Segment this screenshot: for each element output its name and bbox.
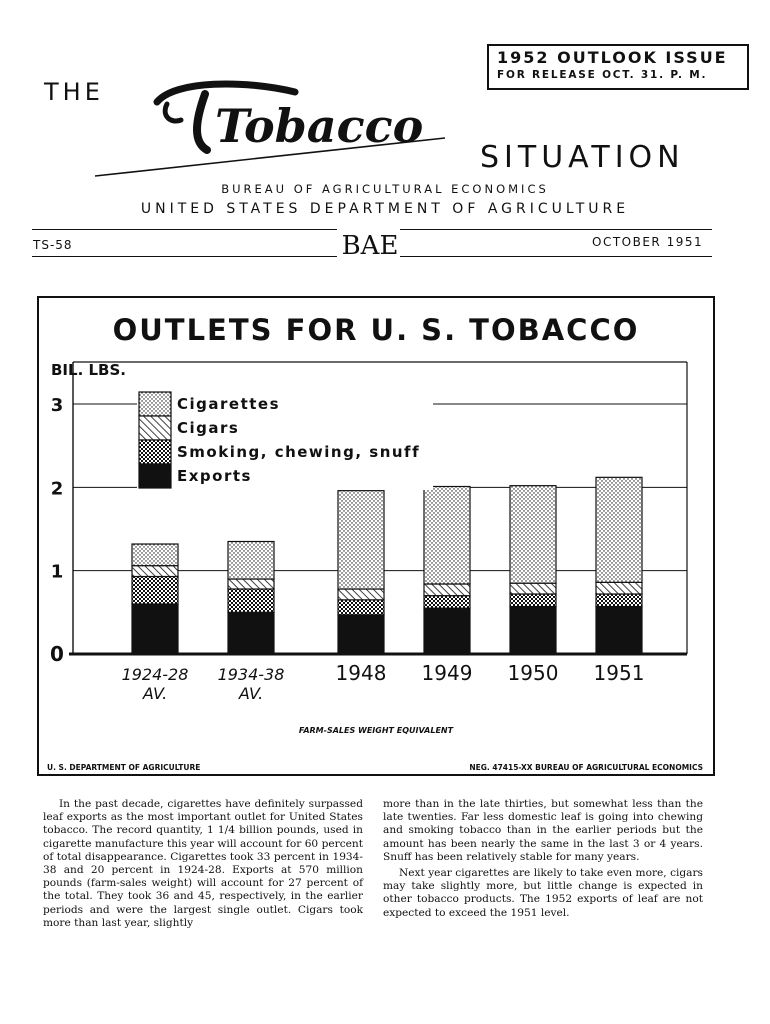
bar-segment: [424, 596, 470, 609]
chart-footer-right: NEG. 47415-XX BUREAU OF AGRICULTURAL ECONOMICS: [469, 763, 703, 772]
tobacco-script-logo: [95, 72, 455, 182]
legend-label: Cigarettes: [177, 395, 281, 413]
x-tick-label: 1951: [593, 661, 645, 685]
legend-swatch: [139, 464, 171, 488]
bae-emblem: [342, 226, 398, 260]
bar-segment: [596, 582, 642, 594]
bar-segment: [338, 615, 384, 654]
logo-text: Tobacco: [215, 99, 424, 153]
bureau-name: BUREAU OF AGRICULTURAL ECONOMICS: [221, 182, 549, 196]
body-paragraph: Next year cigarettes are likely to take even more, cigars may take slightly more, but little change is expected in other tobacco products. The 1952 exports of leaf are not expected to exceed the 1951 level.: [383, 867, 703, 919]
body-column-right: [383, 798, 703, 920]
bar-segment: [228, 589, 274, 612]
bar-segment: [132, 544, 178, 566]
masthead-rule: [400, 229, 712, 230]
y-tick-label: 2: [50, 478, 64, 500]
legend: [137, 390, 433, 490]
bar-segment: [596, 594, 642, 607]
bar-segment: [338, 600, 384, 615]
legend-label: Exports: [177, 467, 252, 485]
x-tick-label: AV.: [238, 684, 264, 703]
bar-segment: [228, 612, 274, 654]
masthead-rule: [400, 256, 712, 257]
bar-segment: [424, 584, 470, 596]
bar-segment: [132, 577, 178, 605]
bar-segment: [424, 487, 470, 585]
bar-segment: [228, 579, 274, 589]
x-tick-label: 1949: [421, 661, 473, 685]
department-name: UNITED STATES DEPARTMENT OF AGRICULTURE: [140, 201, 630, 217]
bar-segment: [338, 491, 384, 589]
x-tick-label: 1948: [335, 661, 387, 685]
bar-segment: [510, 594, 556, 607]
outlook-issue-label: 1952 OUTLOOK ISSUE: [497, 48, 728, 67]
legend-label: Cigars: [177, 419, 240, 437]
masthead-situation: SITUATION: [480, 140, 685, 175]
legend-swatch: [139, 416, 171, 440]
bar-segment: [596, 607, 642, 655]
legend-label: Smoking, chewing, snuff: [177, 443, 421, 461]
x-tick-label: 1924-28: [121, 665, 189, 684]
bar-segment: [424, 608, 470, 654]
masthead-rule: [32, 256, 337, 257]
bar-segment: [132, 604, 178, 654]
bar-segment: [228, 542, 274, 580]
x-tick-label: 1950: [507, 661, 559, 685]
legend-swatch: [139, 440, 171, 464]
body-paragraph: In the past decade, cigarettes have definitely surpassed leaf exports as the most important outlet for United States tobacco. The record quantity, 1 1/4 billion pounds, used in cigarette manufacture this year will account for 60 percent of total disappearance. Cigarettes took 33 percent in 1934-38 and 20 percent in 1924-28. Exports at 570 million pounds (farm-sales weight) will account for 27 percent of the total. They took 36 and 45, respectively, in the earlier periods and were the largest single outlet. Cigars took more than last year, slightly: [43, 798, 363, 929]
x-tick-label: AV.: [142, 684, 168, 703]
release-date-label: FOR RELEASE OCT. 31. P. M.: [497, 69, 708, 81]
bar-stacks: [132, 477, 642, 654]
bar-segment: [596, 477, 642, 582]
x-tick-label: 1934-38: [217, 665, 285, 684]
outlets-chart: [37, 296, 715, 776]
chart-footer-left: U. S. DEPARTMENT OF AGRICULTURE: [47, 763, 201, 772]
chart-title: OUTLETS FOR U. S. TOBACCO: [112, 313, 640, 347]
bar-segment: [132, 566, 178, 577]
bar-segment: [510, 486, 556, 584]
issue-date: OCTOBER 1951: [592, 235, 704, 249]
body-paragraph: more than in the late thirties, but somewhat less than the late twenties. Far less domestic leaf is going into chewing and smoking tobacco than in the earlier periods but the amount has been nearly the same in the last 3 or 4 years. Snuff has been relatively stable for many years.: [383, 798, 703, 863]
masthead-the: THE: [44, 78, 104, 106]
body-column-left: [43, 798, 363, 930]
bar-segment: [510, 583, 556, 594]
masthead-rule: [32, 229, 337, 230]
bar-segment: [338, 589, 384, 600]
release-notice-box: [487, 44, 749, 90]
legend-swatch: [139, 392, 171, 416]
bae-emblem-text: BAE: [342, 231, 398, 260]
bar-segment: [510, 607, 556, 655]
y-tick-label: 0: [50, 642, 64, 666]
chart-footnote: FARM-SALES WEIGHT EQUIVALENT: [298, 726, 454, 735]
issue-number: TS-58: [33, 238, 73, 252]
y-tick-label: 3: [50, 395, 64, 416]
y-tick-label: 1: [50, 561, 64, 583]
y-axis-label: BIL. LBS.: [51, 361, 126, 379]
